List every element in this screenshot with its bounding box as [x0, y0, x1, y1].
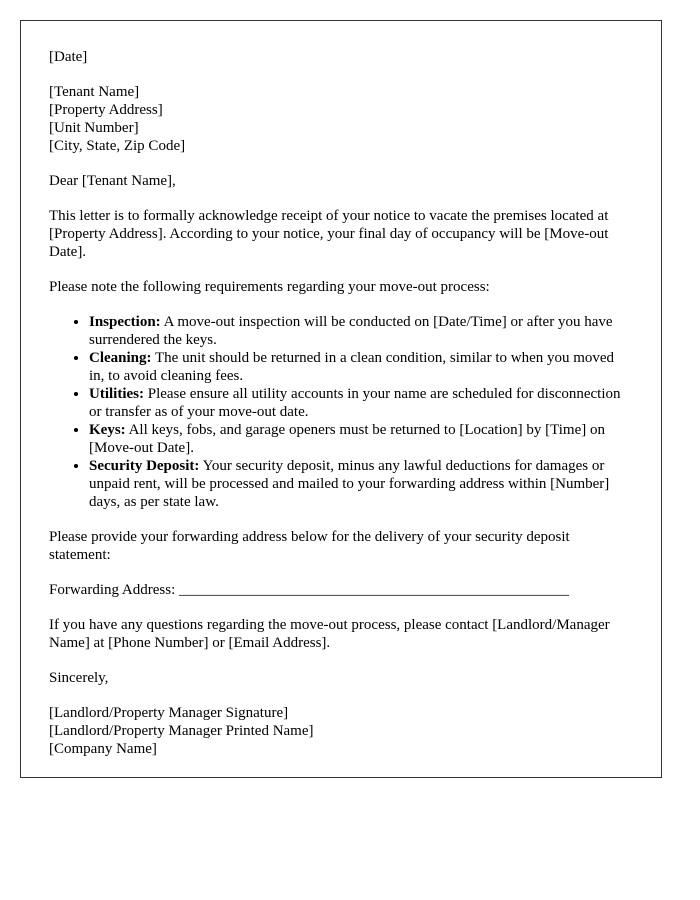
item-title: Security Deposit: [89, 458, 200, 474]
requirements-intro: Please note the following requirements regarding your move-out process: [49, 279, 490, 295]
property-address: [Property Address] [49, 102, 163, 118]
requirements-list [49, 313, 632, 511]
tenant-name: [Tenant Name] [49, 84, 140, 100]
intro-paragraph: This letter is to formally acknowledge receipt of your notice to vacate the premises located at [Property Address]. According to your notice, your final day of occupancy will be [Move-out Date]. [49, 208, 609, 260]
recipient-address [49, 83, 632, 155]
closing: Sincerely, [49, 670, 109, 686]
contact-paragraph: If you have any questions regarding the move-out process, please contact [Landlord/Manager Name] at [Phone Number] or [Email Address]. [49, 617, 610, 651]
item-title: Utilities: [89, 386, 144, 402]
forwarding-address-line [49, 581, 632, 599]
item-title: Keys: [89, 422, 126, 438]
forwarding-label: Forwarding Address: [49, 582, 176, 598]
letter [20, 20, 662, 778]
item-text: A move-out inspection will be conducted on [Date/Time] or after you have surrendered the keys. [89, 314, 613, 348]
city-state-zip: [City, State, Zip Code] [49, 138, 186, 154]
company-name: [Company Name] [49, 741, 157, 757]
signature-block [49, 704, 632, 758]
signature: [Landlord/Property Manager Signature] [49, 705, 289, 721]
item-text: All keys, fobs, and garage openers must be returned to [Location] by [Time] on [Move-out Date]. [89, 422, 606, 456]
unit-number: [Unit Number] [49, 120, 139, 136]
item-title: Cleaning: [89, 350, 152, 366]
forwarding-blank: ____________________________________________________ [179, 582, 569, 598]
item-text: The unit should be returned in a clean condition, similar to when you moved in, to avoid cleaning fees. [89, 350, 615, 384]
list-item [89, 313, 632, 349]
date: [Date] [49, 49, 88, 65]
item-title: Inspection: [89, 314, 161, 330]
printed-name: [Landlord/Property Manager Printed Name] [49, 723, 314, 739]
list-item [89, 385, 632, 421]
item-text: Please ensure all utility accounts in your name are scheduled for disconnection or transfer as of your move-out date. [89, 386, 621, 420]
item-text: Your security deposit, minus any lawful deductions for damages or unpaid rent, will be processed and mailed to your forwarding address within [Number] days, as per state law. [89, 458, 610, 510]
list-item [89, 349, 632, 385]
forwarding-request: Please provide your forwarding address below for the delivery of your security deposit statement: [49, 529, 570, 563]
list-item [89, 457, 632, 511]
salutation: Dear [Tenant Name], [49, 173, 176, 189]
list-item [89, 421, 632, 457]
